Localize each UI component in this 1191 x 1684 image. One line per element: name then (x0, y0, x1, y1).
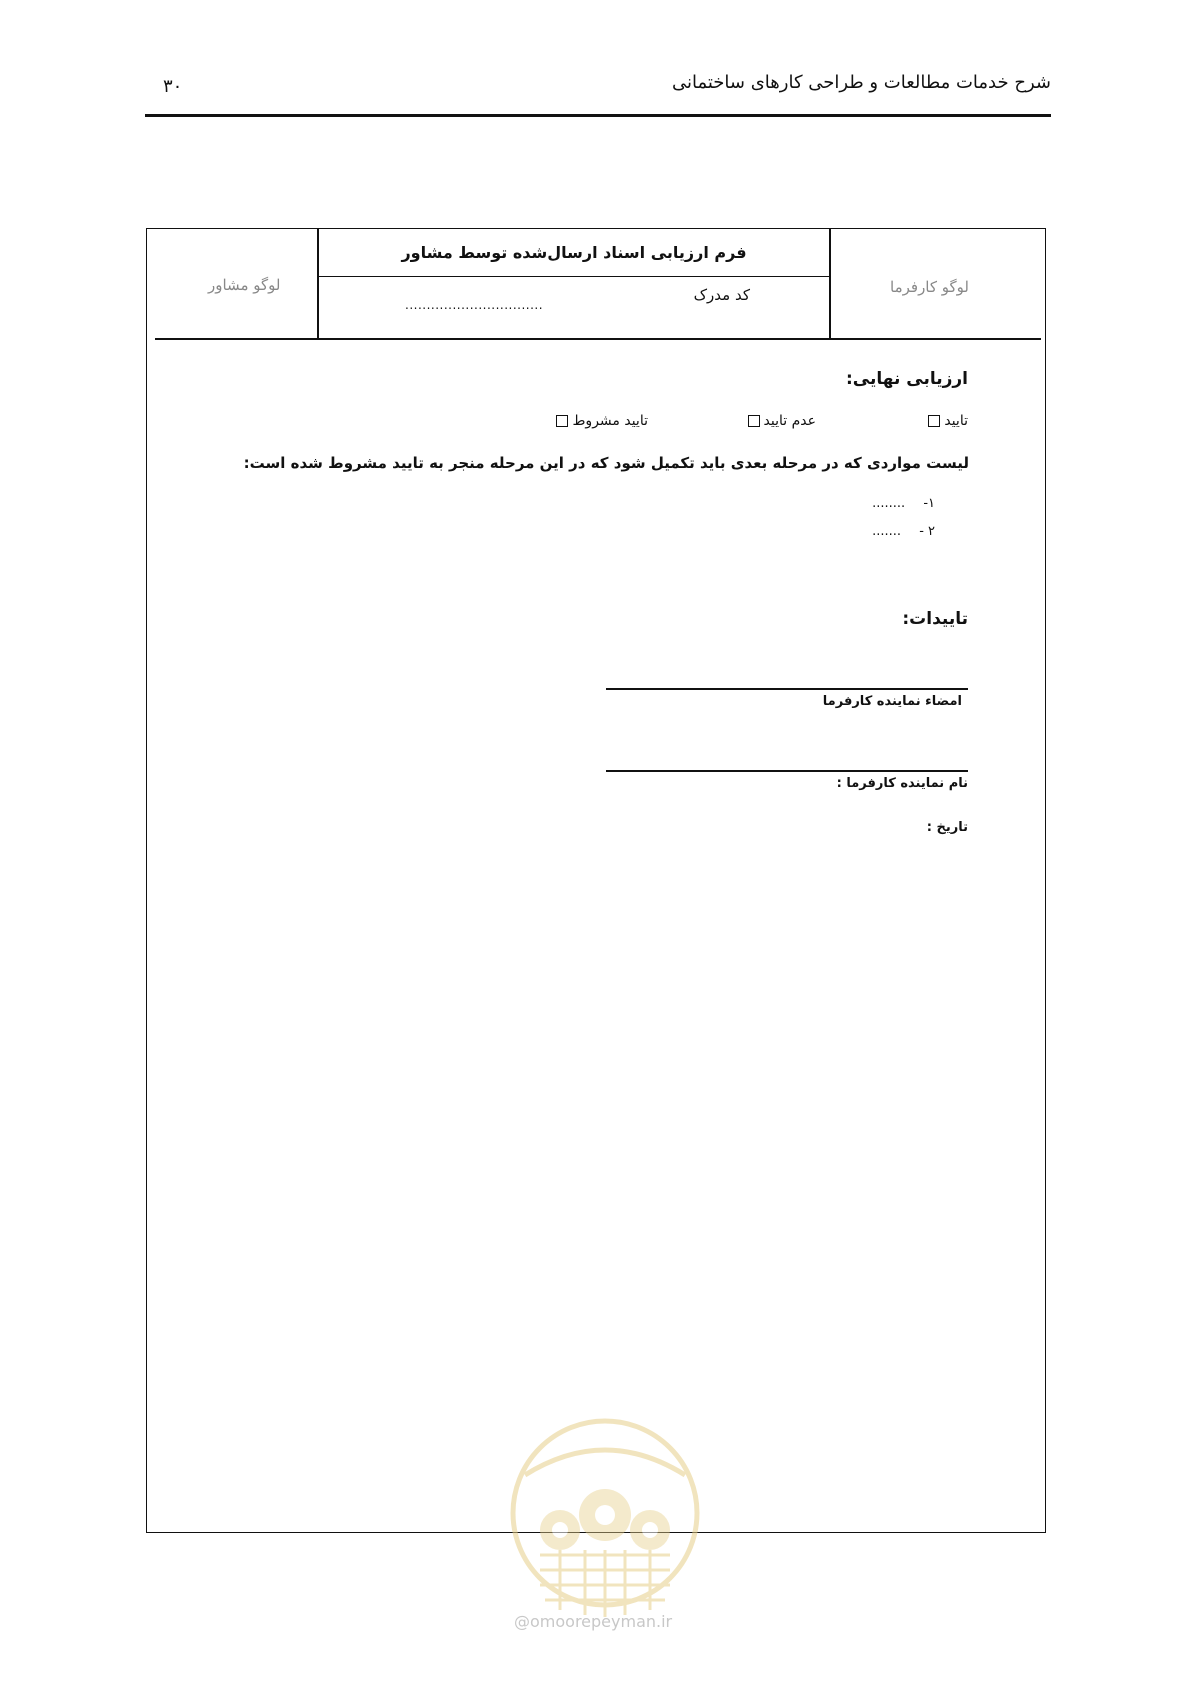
option-reject[interactable] (744, 413, 816, 429)
signature-label: امضاء نماینده کارفرما (822, 694, 962, 709)
final-evaluation-heading: ارزیابی نهایی: (845, 369, 968, 389)
form-header-bottom-rule (155, 338, 1041, 340)
option-approve-label: تایید (944, 413, 968, 429)
watermark-url: @omoorepeyman.ir (514, 1612, 673, 1631)
doc-code-field[interactable]: ................................ (405, 298, 544, 312)
approvals-heading: تاییدات: (902, 609, 968, 629)
option-reject-label: عدم تایید (763, 413, 816, 429)
date-label: تاریخ : (926, 820, 968, 835)
watermark-logo (505, 1405, 705, 1645)
option-conditional-label: تایید مشروط (572, 413, 648, 429)
pending-item-value[interactable]: ........ (872, 496, 906, 511)
form-title: فرم ارزیابی اسناد ارسال‌شده توسط مشاور (401, 243, 747, 262)
representative-name-label: نام نماینده کارفرما : (836, 776, 968, 791)
signature-line[interactable] (606, 688, 968, 690)
pending-item-number: ۱- (923, 496, 935, 511)
employer-logo-placeholder: لوگو کارفرما (890, 278, 969, 296)
page-number: ۳۰ (163, 76, 183, 97)
doc-code-label: کد مدرک (693, 286, 750, 304)
pending-items-intro: لیست مواردی که در مرحله بعدی باید تکمیل شود که در این مرحله منجر به تایید مشروط شده است: (243, 454, 969, 472)
header-rule (145, 114, 1051, 117)
running-title: شرح خدمات مطالعات و طراحی کارهای ساختمانی (671, 72, 1051, 93)
pending-item (872, 496, 935, 511)
name-line[interactable] (606, 770, 968, 772)
conditional-checkbox[interactable] (556, 415, 568, 427)
watermark-seal-icon (505, 1405, 705, 1635)
form-header-middle-rule (318, 276, 830, 277)
consultant-logo-placeholder: لوگو مشاور (208, 276, 281, 294)
reject-checkbox[interactable] (748, 415, 760, 427)
pending-item-value[interactable]: ....... (872, 524, 902, 539)
pending-item-number: ۲ - (919, 524, 935, 539)
pending-item (872, 524, 935, 539)
option-approve[interactable] (924, 413, 968, 429)
approve-checkbox[interactable] (928, 415, 940, 427)
option-conditional[interactable] (552, 413, 648, 429)
